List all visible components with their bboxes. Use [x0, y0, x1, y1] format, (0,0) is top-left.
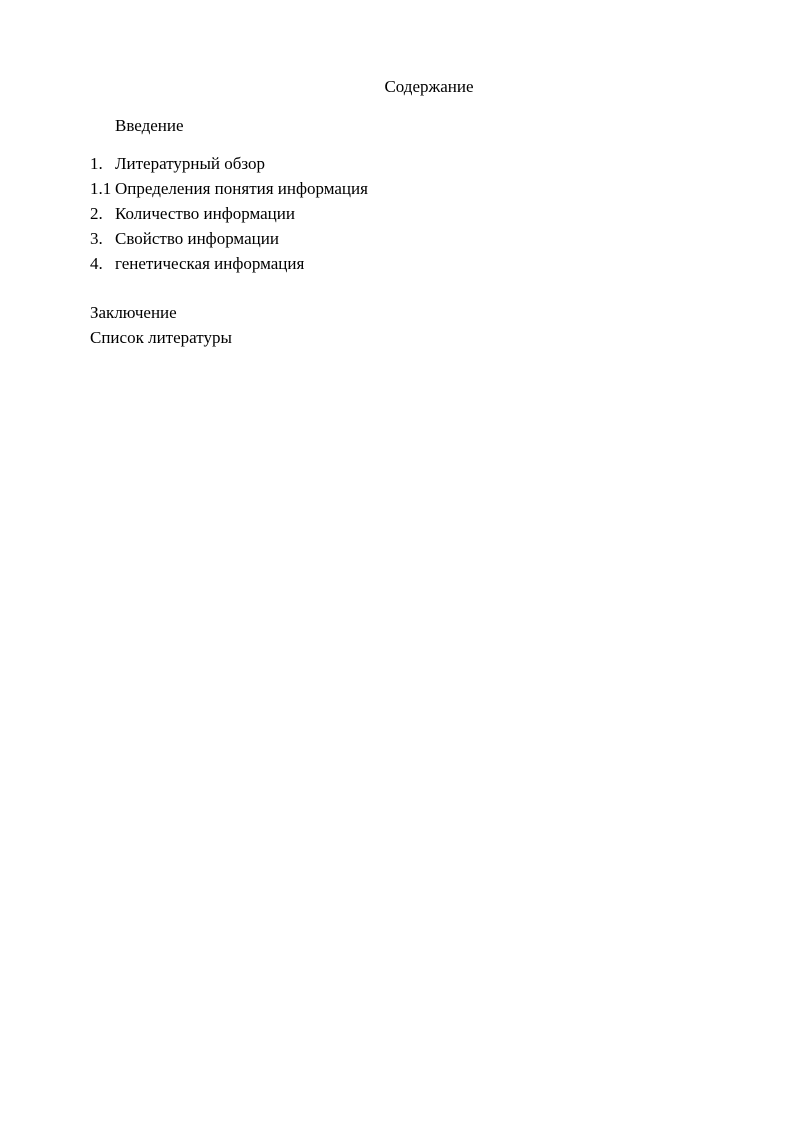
toc-references: Список литературы — [90, 328, 232, 347]
toc-closing-section — [90, 303, 232, 353]
page-title: Содержание — [384, 77, 474, 96]
toc-item-number: 3. — [90, 229, 103, 248]
toc-item-number: 4. — [90, 254, 103, 273]
toc-item-number: 1. — [90, 154, 103, 173]
toc-item-label: генетическая информация — [115, 254, 305, 273]
toc-item-label: Литературный обзор — [115, 154, 266, 173]
toc-intro: Введение — [115, 116, 184, 135]
toc-item-label: Количество информации — [115, 204, 295, 223]
toc-item-label: Определения понятия информация — [115, 179, 368, 198]
toc-conclusion: Заключение — [90, 303, 177, 322]
toc-item-number: 1.1 — [90, 179, 112, 198]
toc-item-number: 2. — [90, 204, 103, 223]
toc-item-label: Свойство информации — [115, 229, 279, 248]
